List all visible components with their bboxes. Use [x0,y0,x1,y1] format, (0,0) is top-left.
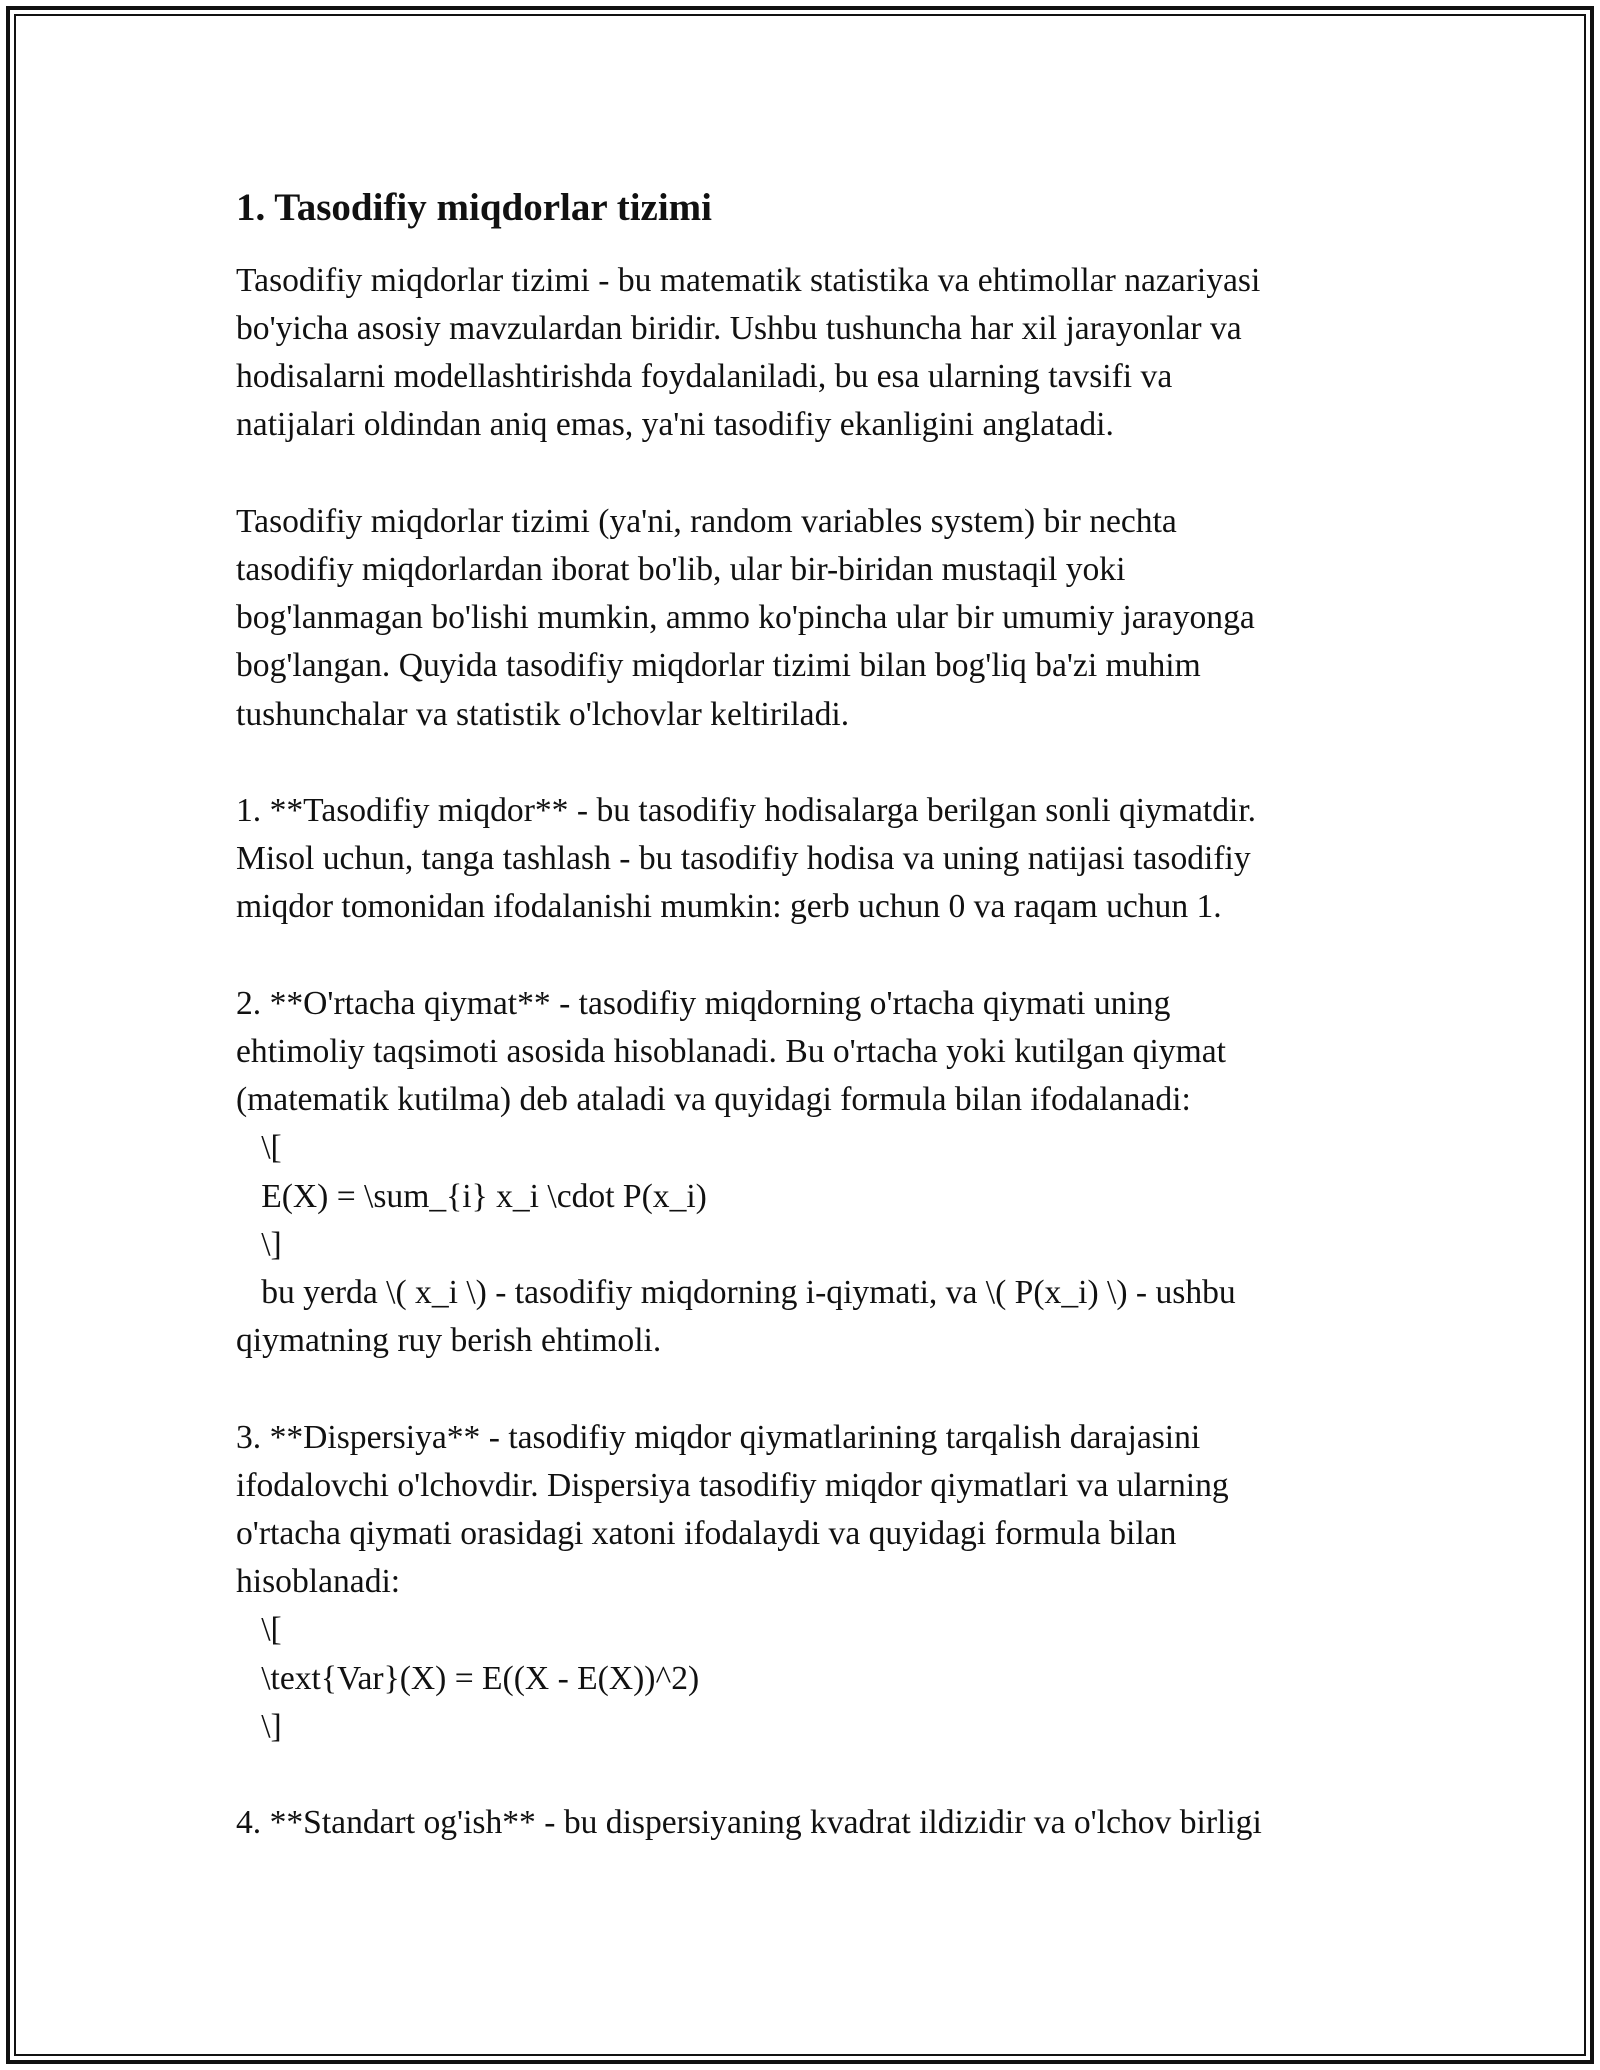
paragraph-gap [236,932,1366,980]
document-body [236,185,1366,1847]
paragraph-intro: Tasodifiy miqdorlar tizimi - bu matematik statistika va ehtimollar nazariyasi bo'yicha asosiy mavzulardan biridir. Ushbu tushuncha har xil jarayonlar va hodisalarni modellashtirishda foydalaniladi, bu esa ularning tavsifi va natijalari oldindan aniq emas, ya'ni tasodifiy ekanligini anglatadi. [236,261,1261,444]
paragraph-gap [236,739,1366,787]
paragraph-gap [236,1365,1366,1413]
section-heading: 1. Tasodifiy miqdorlar tizimi [236,186,712,229]
list-item-standard-deviation: 4. **Standart og'ish** - bu dispersiyaning kvadrat ildizidir va o'lchov birligi [236,1804,1262,1842]
list-item-random-variable: 1. **Tasodifiy miqdor** - bu tasodifiy hodisalarga berilgan sonli qiymatdir. Misol uchun, tanga tashlash - bu tasodifiy hodisa va uning natijasi tasodifiy miqdor tomonidan ifodalanishi mumkin: gerb uchun 0 va raqam uchun 1. [236,792,1257,926]
paragraph-gap [236,450,1366,498]
paragraph-gap [236,1751,1366,1799]
list-item-mean: 2. **O'rtacha qiymat** - tasodifiy miqdorning o'rtacha qiymati uning ehtimoliy taqsimoti asosida hisoblanadi. Bu o'rtacha yoki kutilgan qiymat (matematik kutilma) deb ataladi va quyidagi formula bilan ifodalanadi: \[ E(X) = \sum_{i} x_i \cdot P(x_i) \] bu yerda \( x_i \) - tasodifiy miqdorning i-qiymati, va \( P(x_i) \) - ushbu qiymatning ruy berish ehtimoli. [236,984,1236,1360]
list-item-variance: 3. **Dispersiya** - tasodifiy miqdor qiymatlarining tarqalish darajasini ifodalovchi o'lchovdir. Dispersiya tasodifiy miqdor qiymatlari va ularning o'rtacha qiymati orasidagi xatoni ifodalaydi va quyidagi formula bilan hisoblanadi: \[ \text{Var}(X) = E((X - E(X))^2) \] [236,1418,1229,1745]
paragraph-system: Tasodifiy miqdorlar tizimi (ya'ni, random variables system) bir nechta tasodifiy miqdorlardan iborat bo'lib, ular bir-biridan mustaqil yoki bog'lanmagan bo'lishi mumkin, ammo ko'pincha ular bir umumiy jarayonga bog'langan. Quyida tasodifiy miqdorlar tizimi bilan bog'liq ba'zi muhim tushunchalar va statistik o'lchovlar keltiriladi. [236,502,1255,733]
